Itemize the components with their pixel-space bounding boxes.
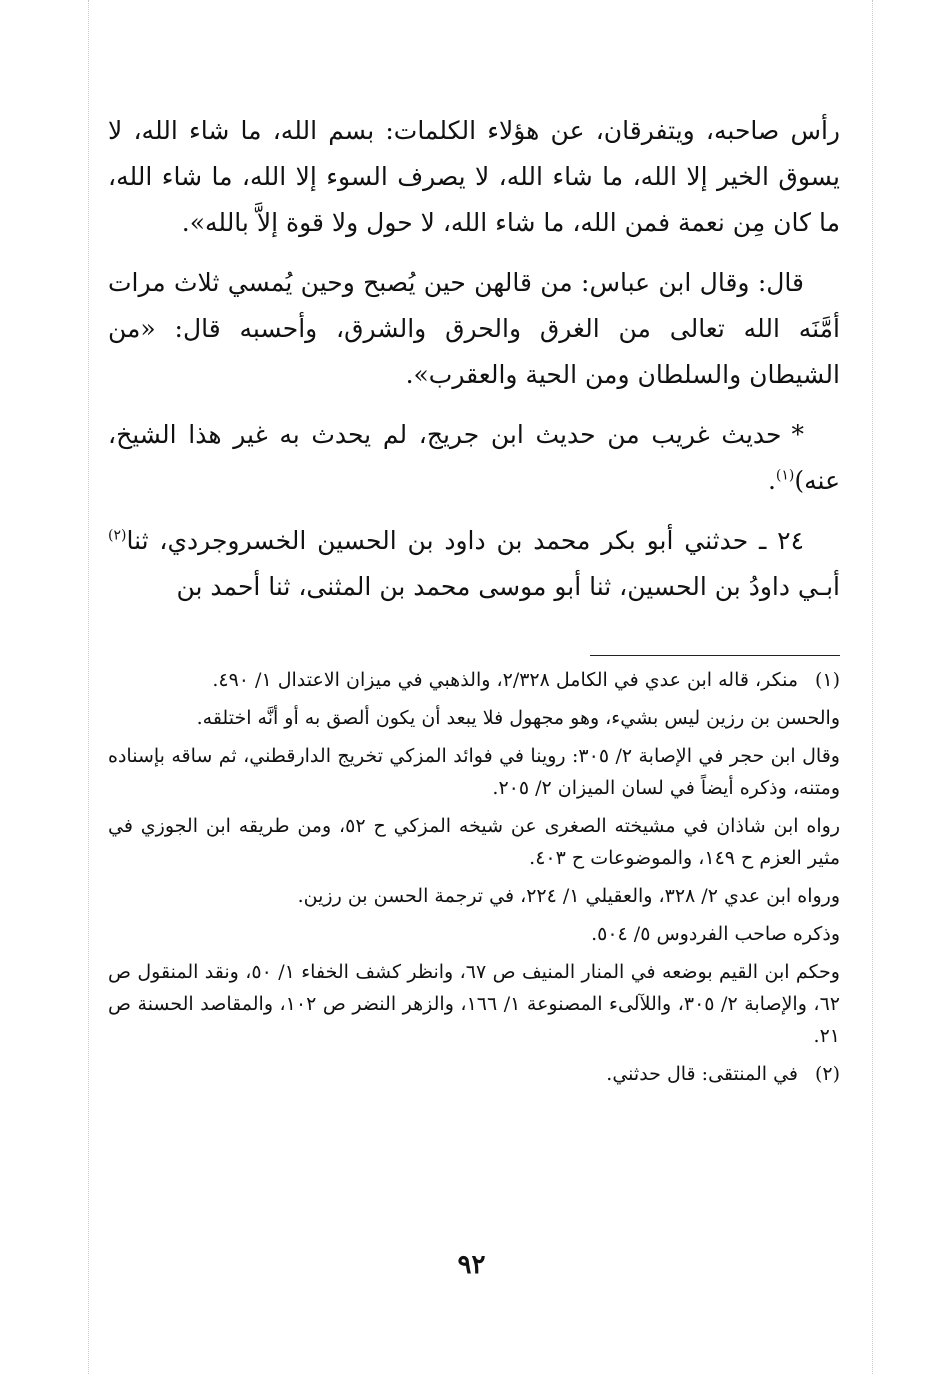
footnote-1-line-3: رواه ابن شاذان في مشيخته الصغرى عن شيخه المزكي ح ٥٢، ومن طريقه ابن الجوزي في مثير العزم ح ١٤٩، والموضوعات ح ٤٠٣. xyxy=(108,815,840,869)
paragraph-2: قال: وقال ابن عباس: من قالهن حين يُصبح وحين يُمسي ثلاث مرات أمَّنَه الله تعالى من الغرق والحرق والشرق، وأحسبه قال: «من الشيطان والسلطان ومن الحية والعقرب». xyxy=(108,268,840,389)
footnote-1-text: منكر، قاله ابن عدي في الكامل ٢/٣٢٨، والذهبي في ميزان الاعتدال ١/ ٤٩٠. xyxy=(212,669,798,691)
footnote-1-number: (١) xyxy=(814,669,840,691)
scan-edge-left xyxy=(88,0,89,1374)
footnote-1-line-4: ورواه ابن عدي ٢/ ٣٢٨، والعقيلي ١/ ٢٢٤، في ترجمة الحسن بن رزين. xyxy=(297,885,840,907)
page-number: ٩٢ xyxy=(457,1250,486,1280)
footnote-2-text: في المنتقى: قال حدثني. xyxy=(606,1063,798,1085)
main-text xyxy=(108,108,840,624)
footnote-1 xyxy=(108,664,840,696)
footnote-1-line-5: وذكره صاحب الفردوس ٥/ ٥٠٤. xyxy=(591,923,840,945)
hadith-text-before: ٢٤ ـ حدثني أبو بكر محمد بن داود بن الحسين الخسروجردي، ثنا xyxy=(126,526,804,555)
footnote-1-line-6: وحكم ابن القيم بوضعه في المنار المنيف ص ٦٧، وانظر كشف الخفاء ١/ ٥٠، ونقد المنقول ص ٦٢، والإصابة ٢/ ٣٠٥، واللآلىء المصنوعة ١/ ١٦٦، والزهر النضر ص ١٠٢، والمقاصد الحسنة ص ٢١. xyxy=(108,961,840,1047)
paragraph-1: رأس صاحبه، ويتفرقان، عن هؤلاء الكلمات: بسم الله، ما شاء الله، لا يسوق الخير إلا الله، ما شاء الله، لا يصرف السوء إلا الله، ما شاء الله، ما كان مِن نعمة فمن الله، ما شاء الله، لا حول ولا قوة إلاَّ بالله». xyxy=(108,116,840,237)
footnote-1-line-2: وقال ابن حجر في الإصابة ٢/ ٣٠٥: روينا في فوائد المزكي تخريج الدارقطني، ثم ساقه بإسناده ومتنه، وذكره أيضاً في لسان الميزان ٢/ ٢٠٥. xyxy=(108,745,840,799)
footnote-1-line-1: والحسن بن رزين ليس بشيء، وهو مجهول فلا يبعد أن يكون ألصق به أو أنَّه اختلقه. xyxy=(196,707,840,729)
footnote-2 xyxy=(108,1058,840,1090)
footnote-ref-1[interactable]: (١) xyxy=(775,467,795,484)
remark-paragraph xyxy=(108,412,840,504)
footnote-divider xyxy=(590,655,840,656)
scan-edge-right xyxy=(872,0,873,1374)
footnote-2-number: (٢) xyxy=(814,1063,840,1085)
remark-text: حديث غريب من حديث ابن جريج، لم يحدث به غير هذا الشيخ، عنه) xyxy=(108,420,840,495)
hadith-paragraph xyxy=(108,518,840,610)
footnotes xyxy=(108,664,840,1096)
star-marker: * xyxy=(791,420,804,449)
hadith-text-after: أبـي داودُ بن الحسين، ثنا أبو موسى محمد بن المثنى، ثنا أحمد بن xyxy=(176,572,840,601)
footnote-ref-2[interactable]: (٢) xyxy=(108,527,127,544)
remark-end: . xyxy=(767,466,776,495)
